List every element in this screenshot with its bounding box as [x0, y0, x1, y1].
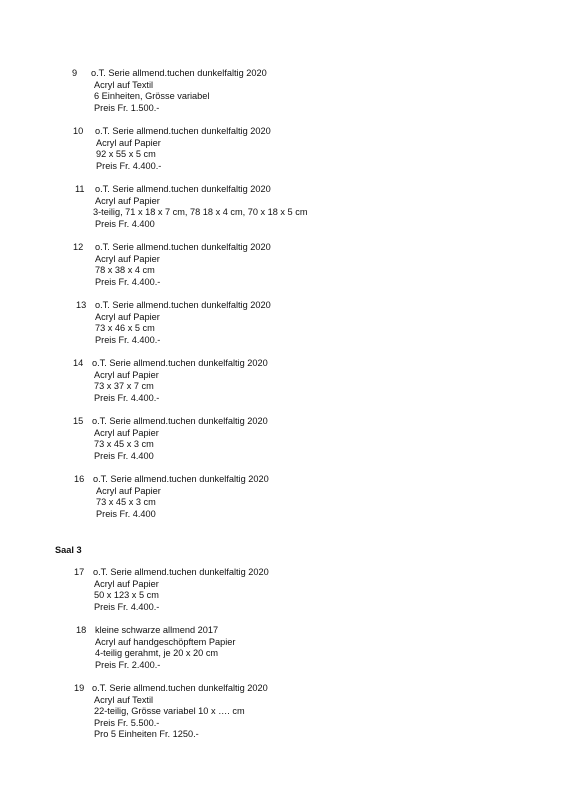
entry-title: o.T. Serie allmend.tuchen dunkelfaltig 2020	[92, 683, 268, 693]
entry-price: Preis Fr. 4.400.-	[96, 160, 162, 171]
entry-number: 10	[73, 126, 84, 136]
entry-title: o.T. Serie allmend.tuchen dunkelfaltig 2020	[92, 416, 268, 426]
entry-price: Preis Fr. 4.400.-	[94, 392, 160, 403]
entry-number: 9	[72, 68, 78, 78]
entry-price: Preis Fr. 1.500.-	[94, 102, 160, 113]
entry-dimensions: 73 x 46 x 5 cm	[95, 323, 155, 334]
entry-title: kleine schwarze allmend 2017	[95, 625, 219, 635]
entry-medium: Acryl auf Papier	[96, 485, 161, 496]
entry-title: o.T. Serie allmend.tuchen dunkelfaltig 2020	[95, 126, 271, 136]
entry-title: o.T. Serie allmend.tuchen dunkelfaltig 2020	[95, 242, 271, 252]
entry-title: o.T. Serie allmend.tuchen dunkelfaltig 2020	[95, 184, 271, 194]
entry-price: Preis Fr. 4.400	[96, 508, 156, 519]
entry-number: 13	[76, 300, 87, 310]
entry-medium: Acryl auf Papier	[95, 311, 160, 322]
entry-medium: Acryl auf Papier	[96, 137, 161, 148]
entry-price: Preis Fr. 5.500.-	[94, 717, 160, 728]
entry-price: Preis Fr. 4.400.-	[95, 276, 161, 287]
entry-dimensions: 73 x 45 x 3 cm	[96, 497, 156, 508]
entry-dimensions: 73 x 45 x 3 cm	[94, 439, 154, 450]
entry-number: 16	[74, 474, 85, 484]
section-heading: Saal 3	[55, 545, 82, 555]
entry-extra-price: Pro 5 Einheiten Fr. 1250.-	[94, 729, 199, 740]
entry-price: Preis Fr. 2.400.-	[95, 659, 161, 670]
entry-number: 11	[75, 184, 85, 194]
entry-number: 17	[74, 567, 85, 577]
entry-dimensions: 78 x 38 x 4 cm	[95, 265, 155, 276]
entry-number: 15	[73, 416, 84, 426]
entry-medium: Acryl auf Papier	[95, 195, 160, 206]
entry-price: Preis Fr. 4.400.-	[94, 601, 160, 612]
entry-medium: Acryl auf Papier	[95, 253, 160, 264]
entry-medium: Acryl auf Textil	[94, 694, 154, 705]
entry-dimensions: 6 Einheiten, Grösse variabel	[94, 91, 210, 102]
entry-title: o.T. Serie allmend.tuchen dunkelfaltig 2020	[93, 474, 269, 484]
entry-number: 19	[74, 683, 85, 693]
entry-dimensions: 22-teilig, Grösse variabel 10 x …. cm	[94, 706, 245, 717]
entry-number: 12	[73, 242, 84, 252]
entry-title: o.T. Serie allmend.tuchen dunkelfaltig 2020	[91, 68, 267, 78]
entry-medium: Acryl auf Textil	[94, 79, 154, 90]
entry-medium: Acryl auf handgeschöpftem Papier	[95, 636, 236, 647]
entry-title: o.T. Serie allmend.tuchen dunkelfaltig 2020	[93, 567, 269, 577]
entry-medium: Acryl auf Papier	[94, 578, 159, 589]
entry-medium: Acryl auf Papier	[94, 369, 159, 380]
entry-number: 14	[73, 358, 84, 368]
entry-medium: Acryl auf Papier	[94, 427, 159, 438]
entry-title: o.T. Serie allmend.tuchen dunkelfaltig 2020	[92, 358, 268, 368]
entry-dimensions: 73 x 37 x 7 cm	[94, 381, 154, 392]
entry-title: o.T. Serie allmend.tuchen dunkelfaltig 2020	[95, 300, 271, 310]
entry-price: Preis Fr. 4.400	[94, 450, 154, 461]
entry-dimensions: 4-teilig gerahmt, je 20 x 20 cm	[95, 648, 219, 659]
entry-price: Preis Fr. 4.400	[95, 218, 155, 229]
entry-price: Preis Fr. 4.400.-	[95, 334, 161, 345]
entry-dimensions: 92 x 55 x 5 cm	[96, 149, 156, 160]
entry-dimensions: 3-teilig, 71 x 18 x 7 cm, 78 18 x 4 cm, 70 x 18 x 5 cm	[93, 207, 308, 218]
entry-number: 18	[76, 625, 87, 635]
entry-dimensions: 50 x 123 x 5 cm	[94, 590, 159, 601]
